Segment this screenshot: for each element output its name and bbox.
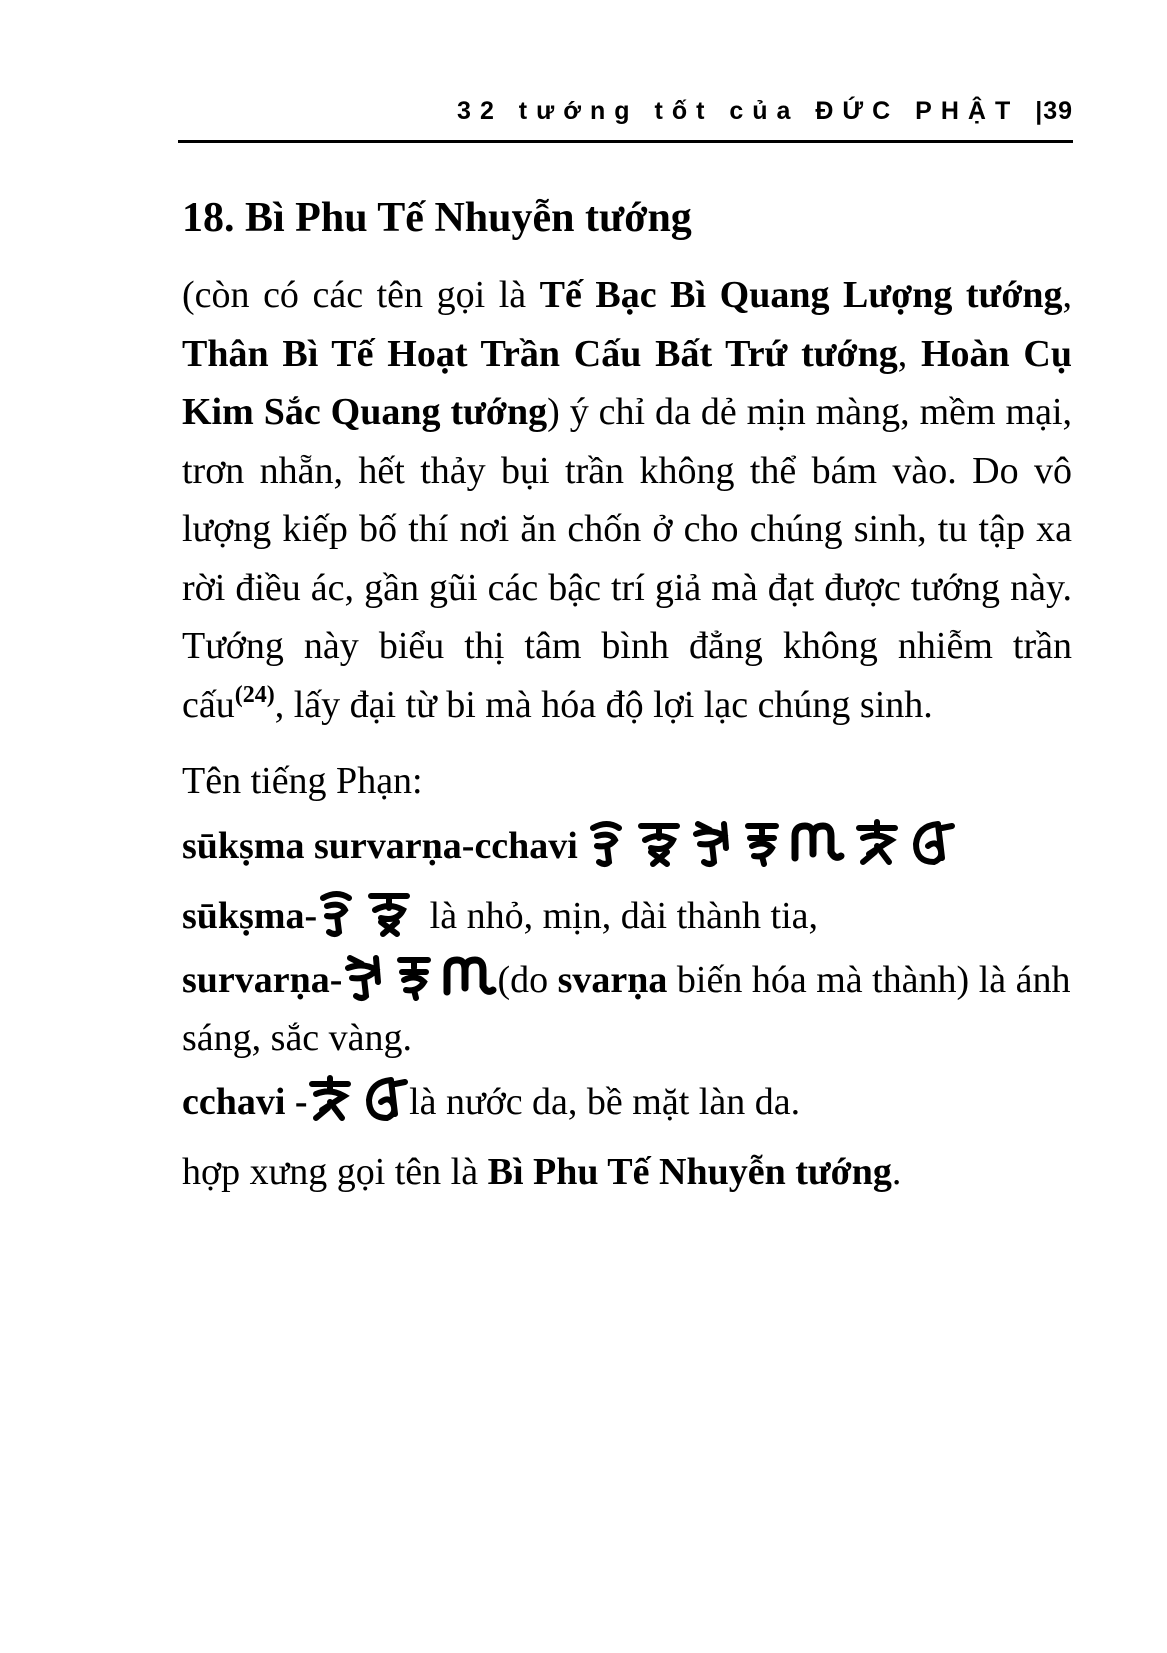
siddham-rna-icon [441,952,497,1002]
sanskrit-full-term: sūkṣma survarṇa-cchavi [182,824,578,867]
term3-meaning: là nước da, bề mặt làn da. [409,1080,801,1123]
siddham-ccha-icon [855,818,899,868]
separator-1: , [1062,274,1073,316]
term2-note-rest: biến hóa mà thành) là ánh sáng, sắc vàng. [182,958,1071,1059]
siddham-vi-icon [361,1074,409,1124]
siddham-vi-icon [908,818,956,868]
combined-prefix: hợp xưng gọi tên là [182,1150,488,1193]
term3: cchavi - [182,1080,308,1123]
alt-name-2: Thân Bì Tế Hoạt Trần Cấu Bất Trứ tướng [182,332,898,375]
running-header [178,96,1073,143]
combined-name: Bì Phu Tế Nhuyễn tướng [487,1150,892,1193]
combined-end: . [891,1150,902,1193]
term2: survarṇa- [182,958,343,1001]
term1-line [182,881,1072,951]
term2-line [182,951,1072,1067]
term1-meaning: là nhỏ, mịn, dài thành tia, [429,894,819,937]
separator-2: , [897,332,921,375]
combined-line [182,1137,1072,1207]
sanskrit-full-line [182,811,1072,881]
siddham-ksma-icon [367,888,411,938]
page-number: 39 [1043,97,1073,125]
siddham-ksma-icon [637,818,681,868]
term1: sūkṣma- [182,894,318,937]
description-paragraph [182,266,1072,734]
header-separator: | [1035,97,1044,125]
sanskrit-label: Tên tiếng Phạn: [182,760,423,802]
para-end: , lấy đại từ bi mà hóa độ lợi lạc chúng sinh. [274,683,933,726]
siddham-rna-icon [789,818,845,868]
term2-source: svarṇa [557,958,668,1001]
alt-name-3: Hoàn Cụ Kim Sắc Quang tướng [182,332,1073,433]
term3-line [182,1067,1072,1137]
siddham-su-icon [587,818,627,868]
siddham-sur-icon [690,818,734,868]
page-body [182,190,1072,1207]
para-rest: ) ý chỉ da dẻ mịn màng, mềm mại, trơn nhẵn, hết thảy bụi trần không thể bám vào. Do vô lượng kiếp bố thí nơi ăn chốn ở cho chúng sinh, tu tập xa rời điều ác, gần gũi các bậc trí giả mà đạt được tướng này. Tướng này biểu thị tâm bình đẳng không nhiễm trần cấu [182,391,1073,726]
term2-note-open: (do [497,958,558,1001]
header-title: 32 tướng tốt của ĐỨC PHẬT [457,97,1020,125]
alt-name-1: Tế Bạc Bì Quang Lượng tướng [539,274,1063,316]
siddham-sur-icon [342,952,386,1002]
para-open: (còn có các tên gọi là [182,274,540,316]
siddham-va-icon [396,952,432,1002]
footnote-ref: (24) [234,681,275,708]
siddham-va-icon [744,818,780,868]
section-heading: 18. Bì Phu Tế Nhuyễn tướng [182,195,692,241]
siddham-su-icon [317,888,357,938]
siddham-ccha-icon [308,1074,352,1124]
